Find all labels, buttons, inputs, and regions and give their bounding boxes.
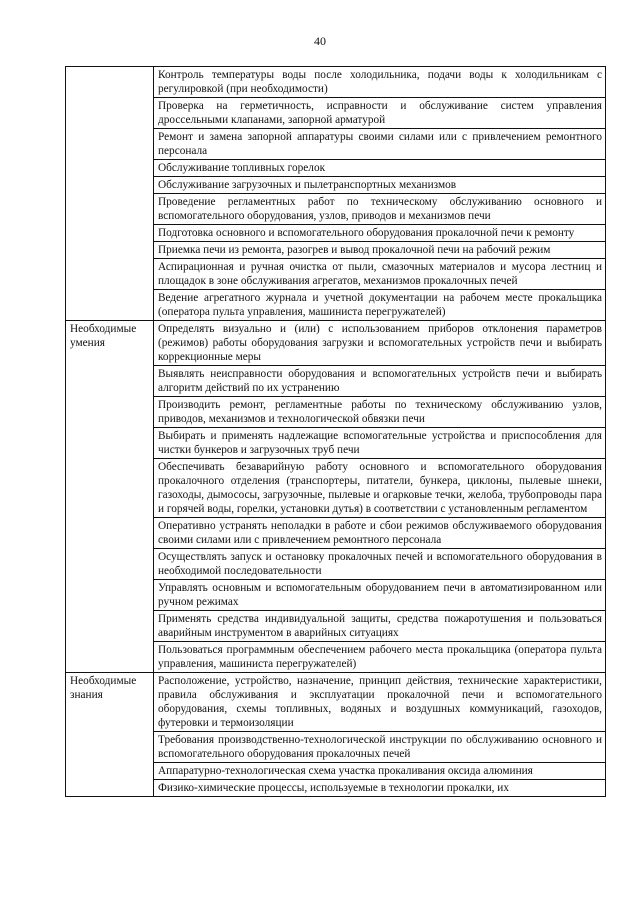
item-cell: Обслуживание загрузочных и пылетранспортных механизмов	[154, 177, 606, 194]
item-cell: Ремонт и замена запорной аппаратуры своими силами или с привлечением ремонтного персонала	[154, 129, 606, 160]
item-cell: Расположение, устройство, назначение, принцип действия, технические характеристики, правила обслуживания и эксплуатации прокалочной печи и вспомогательного оборудования, схемы топливных, водяных и воздушных коммуникаций, газоходов, футеровки и термоизоляции	[154, 673, 606, 732]
item-cell: Осуществлять запуск и остановку прокалочных печей и вспомогательного оборудования в необходимой последовательности	[154, 549, 606, 580]
category-cell	[66, 67, 154, 321]
page-number: 40	[314, 34, 326, 48]
item-cell: Управлять основным и вспомогательным оборудованием печи в автоматизированном или ручном режимах	[154, 580, 606, 611]
item-cell: Аппаратурно-технологическая схема участка прокаливания оксида алюминия	[154, 763, 606, 780]
category-cell: Необходимые умения	[66, 321, 154, 673]
item-cell: Проведение регламентных работ по техническому обслуживанию основного и вспомогательного оборудования, узлов, приводов и механизмов печи	[154, 194, 606, 225]
item-cell: Выбирать и применять надлежащие вспомогательные устройства и приспособления для чистки бункеров и загрузочных труб печи	[154, 428, 606, 459]
competency-table	[65, 66, 606, 797]
item-cell: Обеспечивать безаварийную работу основного и вспомогательного оборудования прокалочного отделения (транспортеры, питатели, бункера, циклоны, пылевые шнеки, газоходы, дымососы, загрузочные, пылевые и огарковые течки, желоба, трубопроводы пара и горячей воды, горелки, установки дутья) в соответствии с установленным регламентом	[154, 459, 606, 518]
item-cell: Оперативно устранять неполадки в работе и сбои режимов обслуживаемого оборудования своими силами или с привлечением ремонтного персонала	[154, 518, 606, 549]
item-cell: Определять визуально и (или) с использованием приборов отклонения параметров (режимов) работы оборудования загрузки и вспомогательных устройств печи и выбирать коррекционные меры	[154, 321, 606, 366]
item-cell: Пользоваться программным обеспечением рабочего места прокальщика (оператора пульта управления, машиниста перегружателей)	[154, 642, 606, 673]
item-cell: Контроль температуры воды после холодильника, подачи воды к холодильникам с регулировкой (при необходимости)	[154, 67, 606, 98]
competency-table-body	[66, 67, 606, 797]
table-row	[66, 67, 606, 98]
table-row	[66, 673, 606, 732]
table-row	[66, 321, 606, 366]
category-cell: Необходимые знания	[66, 673, 154, 797]
item-cell: Ведение агрегатного журнала и учетной документации на рабочем месте прокальщика (оператора пульта управления, машиниста перегружателей)	[154, 290, 606, 321]
item-cell: Обслуживание топливных горелок	[154, 160, 606, 177]
item-cell: Подготовка основного и вспомогательного оборудования прокалочной печи к ремонту	[154, 225, 606, 242]
item-cell: Аспирационная и ручная очистка от пыли, смазочных материалов и мусора лестниц и площадок в зоне обслуживания агрегатов, механизмов прокалочных печей	[154, 259, 606, 290]
item-cell: Приемка печи из ремонта, разогрев и вывод прокалочной печи на рабочий режим	[154, 242, 606, 259]
item-cell: Выявлять неисправности оборудования и вспомогательных устройств печи и выбирать алгоритм действий по их устранению	[154, 366, 606, 397]
item-cell: Требования производственно-технологической инструкции по обслуживанию основного и вспомогательного оборудования прокалочных печей	[154, 732, 606, 763]
item-cell: Физико-химические процессы, используемые в технологии прокалки, их	[154, 780, 606, 797]
item-cell: Проверка на герметичность, исправности и обслуживание систем управления дроссельными клапанами, запорной арматурой	[154, 98, 606, 129]
item-cell: Применять средства индивидуальной защиты, средства пожаротушения и пользоваться аварийным инструментом в аварийных ситуациях	[154, 611, 606, 642]
item-cell: Производить ремонт, регламентные работы по техническому обслуживанию узлов, приводов, механизмов и технологической обвязки печи	[154, 397, 606, 428]
